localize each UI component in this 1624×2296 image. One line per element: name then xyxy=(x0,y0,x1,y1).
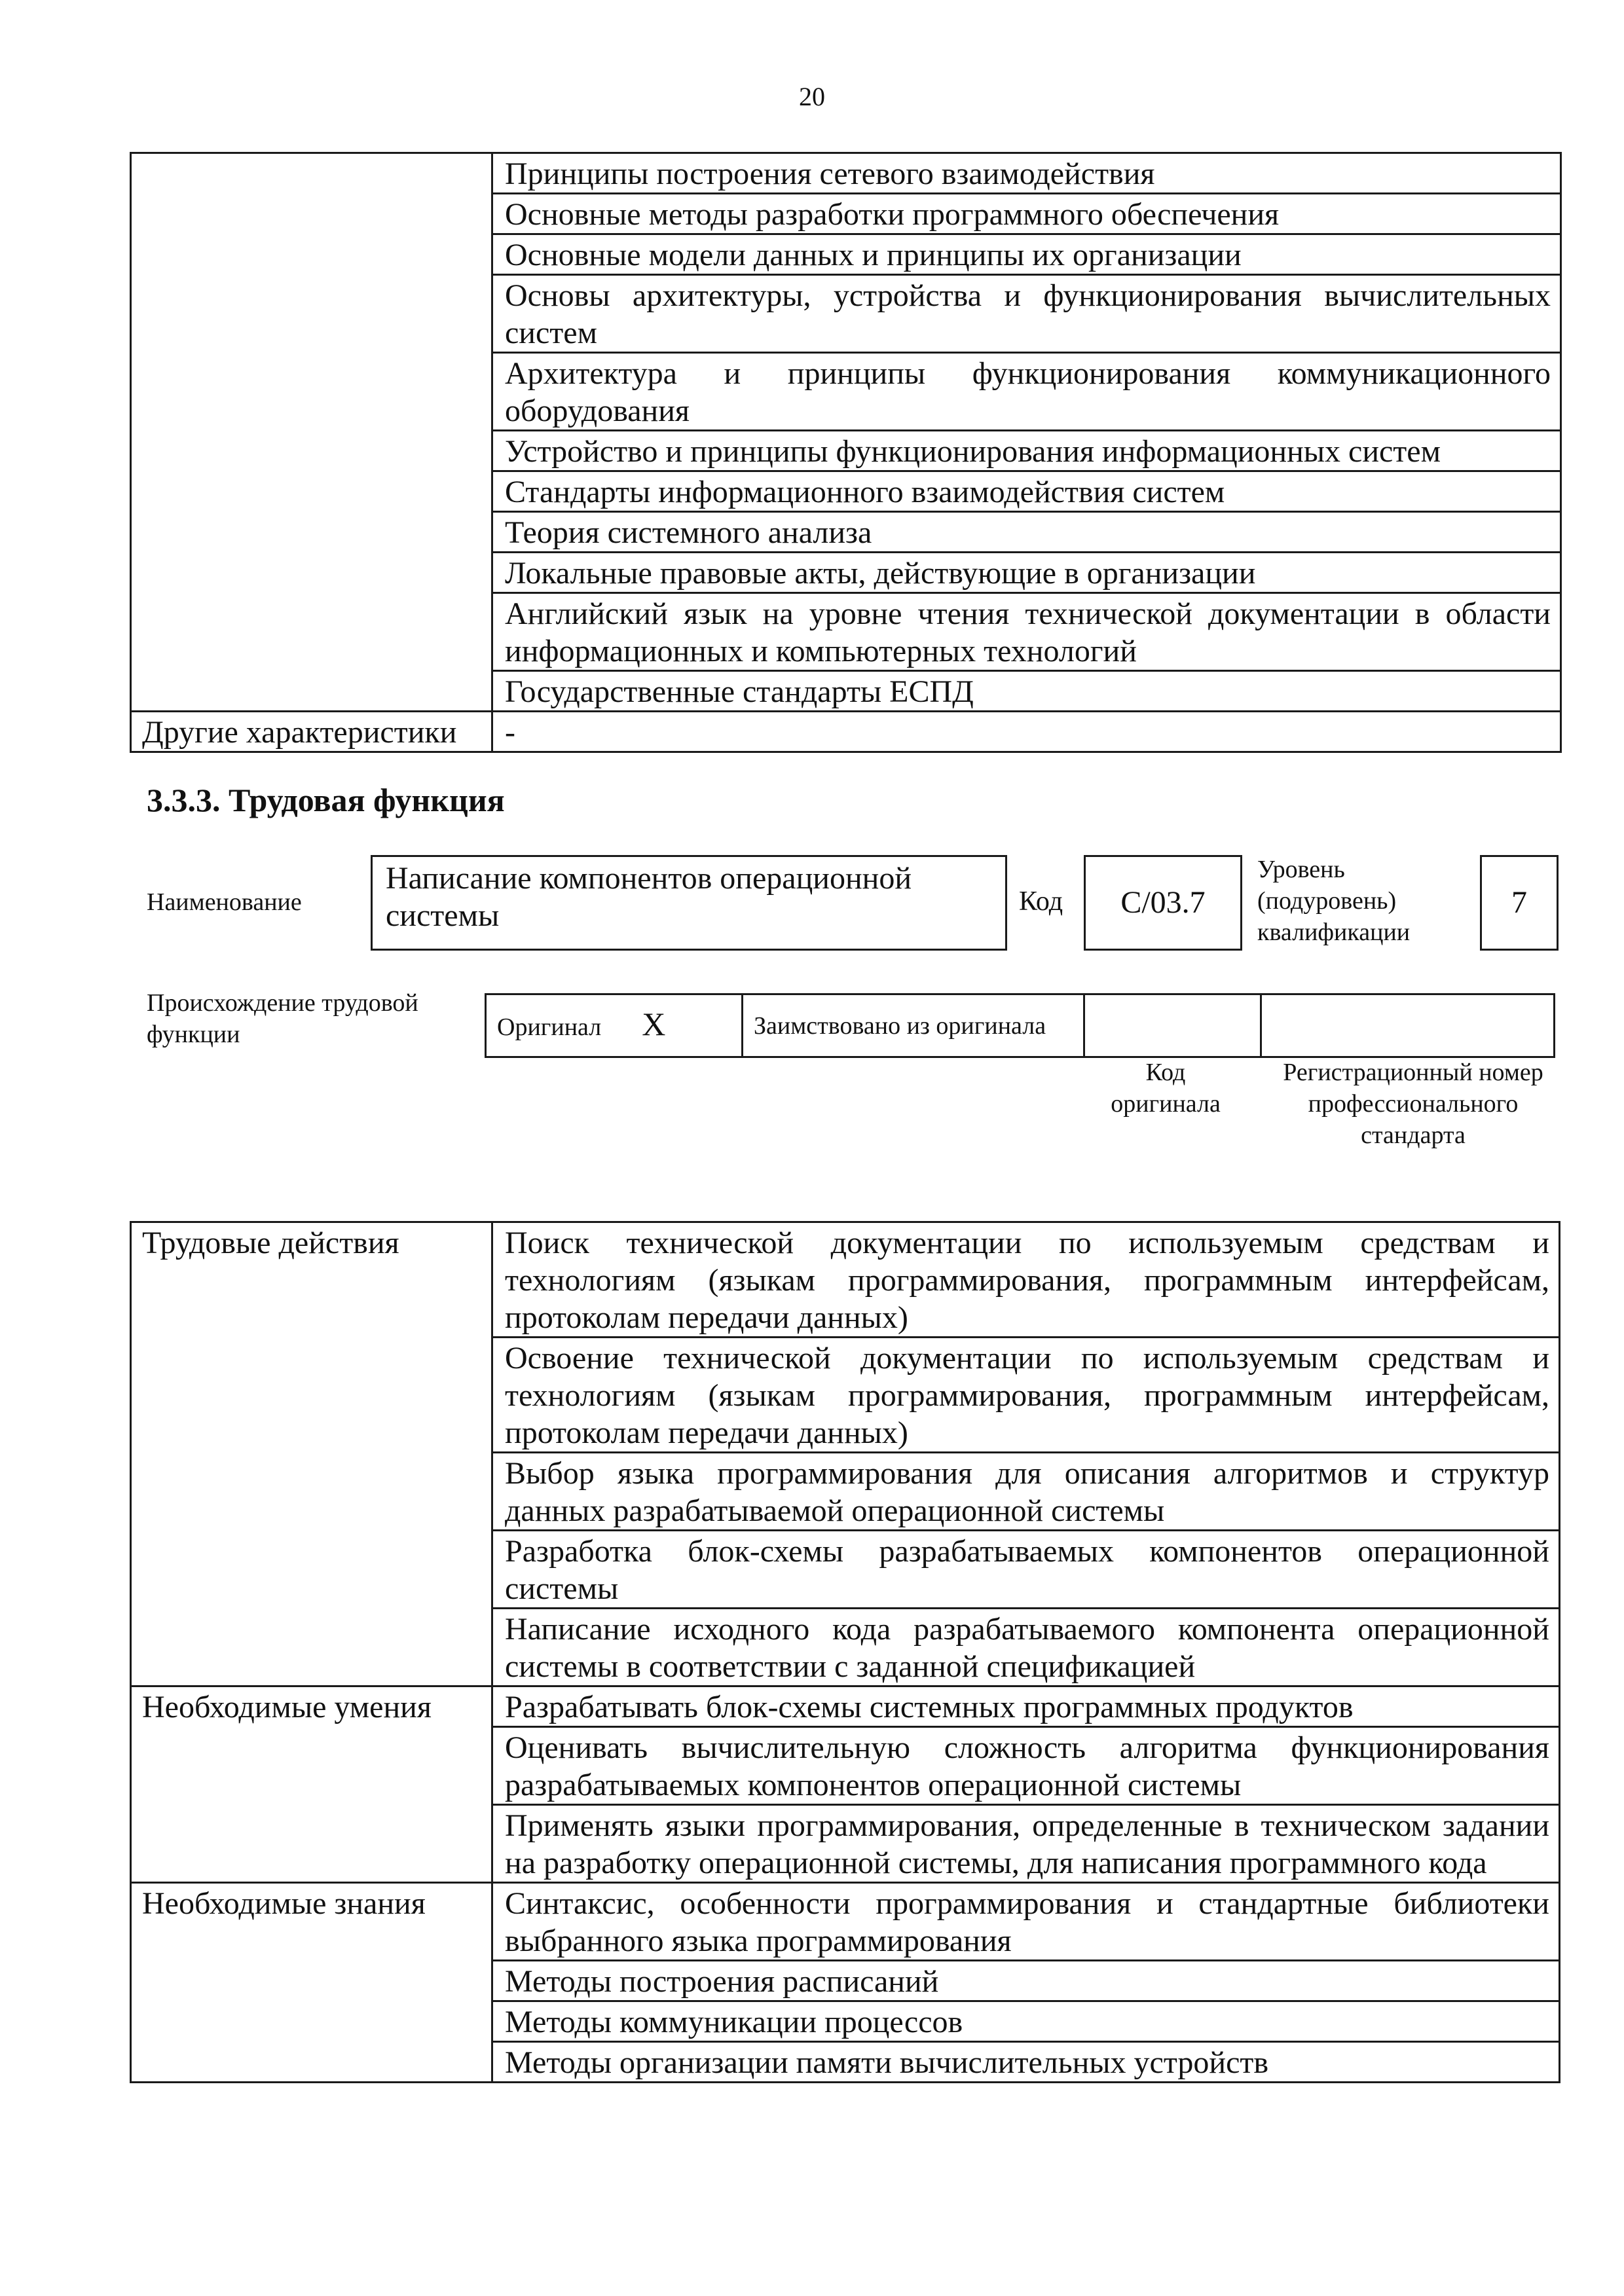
knowledge-item: Основные модели данных и принципы их организации xyxy=(492,234,1561,275)
knowledge-item: Принципы построения сетевого взаимодействия xyxy=(492,153,1561,194)
knowledge-item: Английский язык на уровне чтения технической документации в области информационных и компьютерных технологий xyxy=(492,593,1561,671)
knowledge-item: Синтаксис, особенности программирования и стандартные библиотеки выбранного языка программирования xyxy=(492,1883,1560,1961)
skills-label: Необходимые умения xyxy=(131,1686,492,1883)
knowledge-item: Методы организации памяти вычислительных устройств xyxy=(492,2042,1560,2083)
knowledge-item: Методы построения расписаний xyxy=(492,1961,1560,2001)
other-characteristics-value: - xyxy=(492,712,1561,752)
origin-borrowed-cell: Заимствовано из оригинала xyxy=(743,994,1084,1057)
knowledge-item: Основы архитектуры, устройства и функционирования вычислительных систем xyxy=(492,275,1561,353)
reg-number-caption: Регистрационный номер профессионального стандарта xyxy=(1283,1059,1543,1149)
code-original-cell xyxy=(1084,994,1261,1057)
knowledge-table-continued xyxy=(130,152,1562,753)
skill-item: Оценивать вычислительную сложность алгоритма функционирования разрабатываемых компонентов операционной системы xyxy=(492,1727,1560,1805)
knowledge-item: Архитектура и принципы функционирования коммуникационного оборудования xyxy=(492,353,1561,431)
knowledge-item: Теория системного анализа xyxy=(492,512,1561,553)
level-label: Уровень (подуровень) квалификации xyxy=(1257,856,1411,946)
empty-label-cell xyxy=(131,153,492,712)
origin-original-label: Оригинал xyxy=(497,1013,602,1041)
level-value-field: 7 xyxy=(1480,855,1559,951)
reg-number-cell xyxy=(1261,994,1555,1057)
details-table xyxy=(130,1221,1560,2083)
knowledge-item: Стандарты информационного взаимодействия систем xyxy=(492,471,1561,512)
knowledge-item: Государственные стандарты ЕСПД xyxy=(492,671,1561,712)
function-name-field: Написание компонентов операционной системы xyxy=(371,855,1007,951)
origin-table xyxy=(485,993,1555,1058)
action-item: Выбор языка программирования для описания алгоритмов и структур данных разрабатываемой операционной системы xyxy=(492,1453,1560,1531)
action-item: Разработка блок-схемы разрабатываемых компонентов операционной системы xyxy=(492,1531,1560,1609)
skill-item: Применять языки программирования, определенные в техническом задании на разработку операционной системы, для написания программного кода xyxy=(492,1805,1560,1883)
origin-original-mark: X xyxy=(642,1006,666,1042)
origin-label: Происхождение трудовой функции xyxy=(147,989,418,1048)
page-number: 20 xyxy=(799,82,825,111)
action-item: Написание исходного кода разрабатываемого компонента операционной системы в соответствии с заданной спецификацией xyxy=(492,1609,1560,1686)
knowledge-item: Устройство и принципы функционирования информационных систем xyxy=(492,431,1561,471)
name-label: Наименование xyxy=(147,888,302,916)
code-label: Код xyxy=(1019,886,1063,917)
actions-label: Трудовые действия xyxy=(131,1222,492,1686)
knowledge-item: Основные методы разработки программного обеспечения xyxy=(492,194,1561,234)
knowledge-label: Необходимые знания xyxy=(131,1883,492,2083)
other-characteristics-label: Другие характеристики xyxy=(131,712,492,752)
section-heading: 3.3.3. Трудовая функция xyxy=(147,782,505,818)
skill-item: Разрабатывать блок-схемы системных программных продуктов xyxy=(492,1686,1560,1727)
function-code-field: C/03.7 xyxy=(1084,855,1242,951)
origin-original-cell xyxy=(486,994,743,1057)
knowledge-item: Методы коммуникации процессов xyxy=(492,2001,1560,2042)
knowledge-item: Локальные правовые акты, действующие в организации xyxy=(492,553,1561,593)
action-item: Поиск технической документации по используемым средствам и технологиям (языкам программирования, программным интерфейсам, протоколам передачи данных) xyxy=(492,1222,1560,1338)
action-item: Освоение технической документации по используемым средствам и технологиям (языкам программирования, программным интерфейсам, протоколам передачи данных) xyxy=(492,1338,1560,1453)
code-original-caption: Код оригинала xyxy=(1111,1059,1221,1118)
